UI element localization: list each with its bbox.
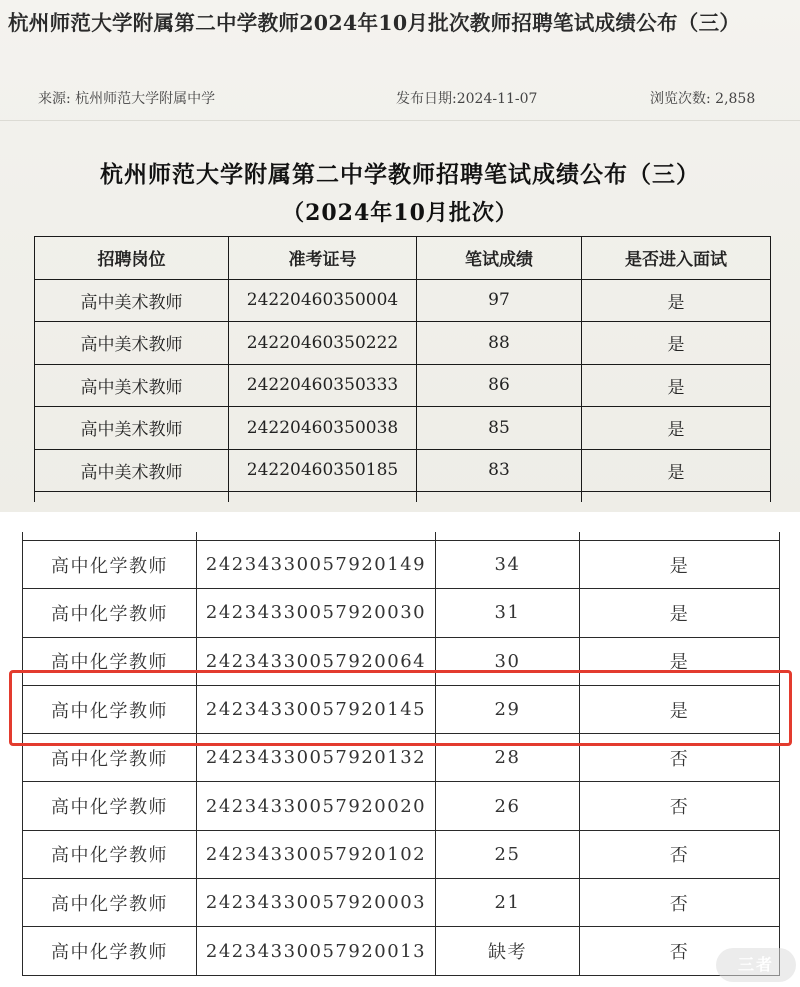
table-cell: 26 xyxy=(436,782,580,830)
table-cell: 83 xyxy=(417,449,582,492)
table-cell: 24220460350185 xyxy=(229,449,417,492)
table-row xyxy=(35,279,771,322)
table-cell: 高中化学教师 xyxy=(23,541,197,589)
table-cell: 高中美术教师 xyxy=(35,322,229,365)
table-cell: 85 xyxy=(417,407,582,450)
table-cell: 高中化学教师 xyxy=(23,734,197,782)
highlight-box xyxy=(9,670,792,746)
chemistry-results-screenshot xyxy=(0,512,800,987)
table-row xyxy=(35,407,771,450)
table-cell: 24220460350333 xyxy=(229,364,417,407)
table-cell: 86 xyxy=(417,364,582,407)
table-row xyxy=(23,589,780,637)
column-header: 准考证号 xyxy=(229,237,417,280)
table-cell: 是 xyxy=(580,541,780,589)
article-source: 来源: 杭州师范大学附属中学 xyxy=(38,91,216,107)
table-row xyxy=(35,364,771,407)
table-cell: 缺考 xyxy=(436,927,580,975)
table-cell: 否 xyxy=(580,879,780,927)
table-cell: 否 xyxy=(580,734,780,782)
table-cell: 高中化学教师 xyxy=(23,637,197,685)
table-cell: 30 xyxy=(436,637,580,685)
document-subtitle: （2024年10月批次） xyxy=(282,200,518,226)
table-cell: 25 xyxy=(436,830,580,878)
table-cell: 是 xyxy=(580,589,780,637)
column-header: 是否进入面试 xyxy=(582,237,771,280)
table-cell: 21 xyxy=(436,879,580,927)
table-row xyxy=(23,879,780,927)
table-cell: 24234330057920145 xyxy=(197,685,436,733)
watermark-badge: 三者 xyxy=(716,948,796,982)
column-header: 招聘岗位 xyxy=(35,237,229,280)
table-cell: 是 xyxy=(582,449,771,492)
table-cell: 是 xyxy=(580,685,780,733)
table-cell: 否 xyxy=(580,782,780,830)
table-cell: 高中化学教师 xyxy=(23,830,197,878)
table-cell: 88 xyxy=(417,322,582,365)
table-row-cut xyxy=(23,532,780,541)
table-cell: 24234330057920102 xyxy=(197,830,436,878)
table-row xyxy=(23,830,780,878)
table-cell: 是 xyxy=(582,279,771,322)
table-cell: 34 xyxy=(436,541,580,589)
table-header-row xyxy=(35,237,771,280)
page-title: 杭州师范大学附属第二中学教师2024年10月批次教师招聘笔试成绩公布（三） xyxy=(8,11,741,35)
article-publish-date: 发布日期:2024-11-07 xyxy=(396,91,538,107)
table-cell: 29 xyxy=(436,685,580,733)
table-cell: 24234330057920064 xyxy=(197,637,436,685)
table-cell: 97 xyxy=(417,279,582,322)
column-header: 笔试成绩 xyxy=(417,237,582,280)
table-cell: 是 xyxy=(582,407,771,450)
table-cell: 高中化学教师 xyxy=(23,927,197,975)
table-cell: 高中化学教师 xyxy=(23,589,197,637)
table-cell: 高中美术教师 xyxy=(35,279,229,322)
table-cell: 24234330057920013 xyxy=(197,927,436,975)
table-row-cut xyxy=(35,492,771,503)
table-row xyxy=(35,449,771,492)
table-cell: 24220460350038 xyxy=(229,407,417,450)
table-row xyxy=(23,541,780,589)
table-cell: 24234330057920030 xyxy=(197,589,436,637)
table-cell: 28 xyxy=(436,734,580,782)
table-cell: 高中化学教师 xyxy=(23,685,197,733)
table-cell: 24220460350222 xyxy=(229,322,417,365)
table-cell: 是 xyxy=(582,364,771,407)
table-cell: 是 xyxy=(580,637,780,685)
table-cell: 24234330057920003 xyxy=(197,879,436,927)
table-cell: 否 xyxy=(580,830,780,878)
chemistry-results-table xyxy=(22,532,780,976)
table-cell: 高中化学教师 xyxy=(23,782,197,830)
table-cell: 否 xyxy=(580,927,780,975)
table-cell: 31 xyxy=(436,589,580,637)
table-cell: 24220460350004 xyxy=(229,279,417,322)
art-results-table xyxy=(34,236,771,502)
table-cell: 高中化学教师 xyxy=(23,879,197,927)
table-cell: 高中美术教师 xyxy=(35,407,229,450)
table-cell: 是 xyxy=(582,322,771,365)
table-cell: 高中美术教师 xyxy=(35,364,229,407)
table-cell: 24234330057920132 xyxy=(197,734,436,782)
table-row xyxy=(23,927,780,975)
article-views: 浏览次数: 2,858 xyxy=(650,91,756,107)
result-document-sheet xyxy=(0,140,800,512)
divider xyxy=(0,120,800,121)
table-row xyxy=(23,782,780,830)
document-title: 杭州师范大学附属第二中学教师招聘笔试成绩公布（三） xyxy=(100,161,700,188)
table-row xyxy=(35,322,771,365)
table-cell: 24234330057920149 xyxy=(197,541,436,589)
table-cell: 高中美术教师 xyxy=(35,449,229,492)
table-cell: 24234330057920020 xyxy=(197,782,436,830)
